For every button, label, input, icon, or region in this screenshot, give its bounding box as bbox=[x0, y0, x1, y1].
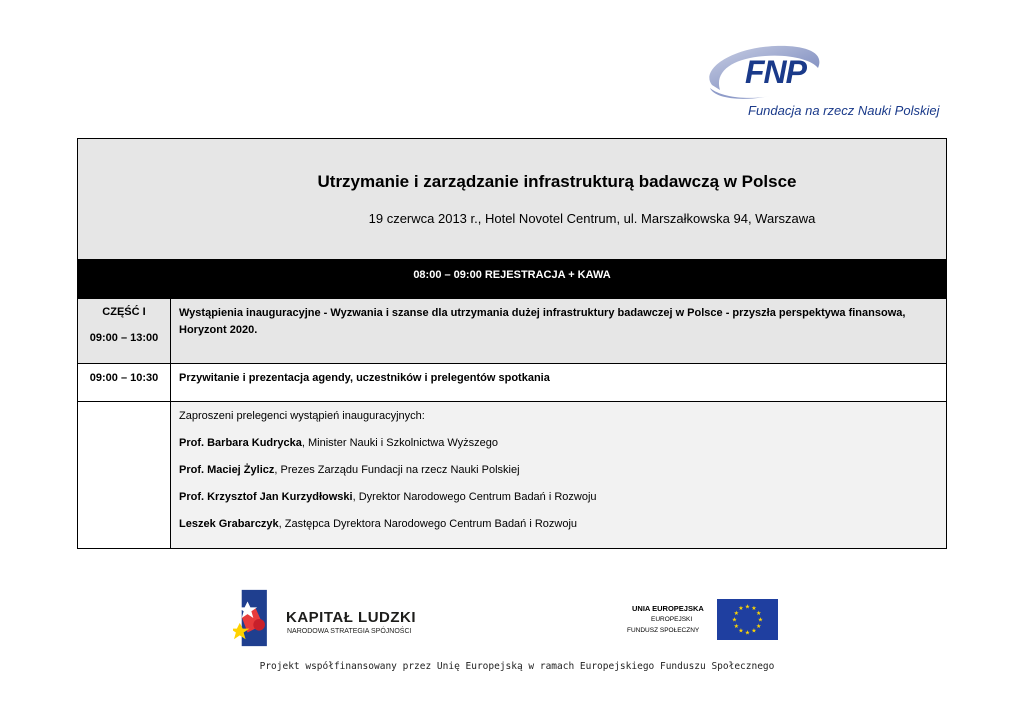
funding-note: Projekt współfinansowany przez Unię Europejską w ramach Europejskiego Funduszu Społecznego bbox=[259, 661, 775, 672]
speakers-intro: Zaproszeni prelegenci wystąpień inauguracyjnych: bbox=[179, 410, 425, 422]
kl-subtitle: NARODOWA STRATEGIA SPÓJNOŚCI bbox=[287, 628, 412, 635]
speaker-role: , Zastępca Dyrektora Narodowego Centrum Badań i Rozwoju bbox=[278, 518, 578, 530]
speaker-name: Prof. Maciej Żylicz bbox=[179, 464, 275, 476]
registration-bar: 08:00 – 09:00 REJESTRACJA + KAWA bbox=[78, 260, 946, 299]
event-header bbox=[78, 139, 946, 260]
welcome-title: Przywitanie i prezentacja agendy, uczestników i prelegentów spotkania bbox=[179, 372, 550, 384]
svg-text:★: ★ bbox=[744, 603, 751, 611]
eu-stars-icon bbox=[717, 599, 778, 640]
eu-line1: UNIA EUROPEJSKA bbox=[632, 604, 704, 613]
svg-text:★: ★ bbox=[731, 616, 738, 624]
part-label: CZĘŚĆ I bbox=[102, 306, 146, 318]
speaker-role: , Prezes Zarządu Fundacji na rzecz Nauki Polskiej bbox=[274, 464, 520, 476]
table-row bbox=[78, 402, 946, 548]
kapital-ludzki-emblem-icon bbox=[233, 588, 293, 648]
svg-text:★: ★ bbox=[751, 627, 757, 635]
event-title: Utrzymanie i zarządzanie infrastrukturą badawczą w Polsce bbox=[317, 172, 797, 191]
eu-line3: FUNDUSZ SPOŁECZNY bbox=[627, 627, 700, 634]
welcome-time: 09:00 – 10:30 bbox=[78, 364, 171, 401]
fnp-subtitle: Fundacja na rzecz Nauki Polskiej bbox=[748, 103, 940, 118]
svg-text:★: ★ bbox=[733, 609, 739, 617]
svg-text:★: ★ bbox=[733, 622, 739, 630]
speaker-role: , Dyrektor Narodowego Centrum Badań i Rozwoju bbox=[352, 491, 597, 503]
svg-text:★: ★ bbox=[738, 627, 744, 635]
speaker-item bbox=[179, 462, 938, 478]
table-row bbox=[78, 299, 946, 364]
speaker-name: Prof. Barbara Kudrycka bbox=[179, 437, 302, 449]
speaker-name: Prof. Krzysztof Jan Kurzydłowski bbox=[179, 491, 353, 503]
svg-text:★: ★ bbox=[756, 609, 762, 617]
table-row bbox=[78, 364, 946, 402]
speaker-role: , Minister Nauki i Szkolnictwa Wyższego bbox=[301, 437, 499, 449]
part-cell bbox=[78, 299, 171, 363]
svg-text:★: ★ bbox=[757, 616, 764, 624]
kl-title: KAPITAŁ LUDZKI bbox=[286, 609, 417, 626]
part-time: 09:00 – 13:00 bbox=[89, 332, 159, 344]
empty-cell bbox=[78, 402, 171, 548]
svg-text:★: ★ bbox=[756, 622, 762, 630]
agenda-table bbox=[77, 138, 947, 549]
svg-text:★: ★ bbox=[738, 605, 744, 613]
svg-text:★: ★ bbox=[744, 629, 751, 637]
speaker-name: Leszek Grabarczyk bbox=[179, 518, 279, 530]
part-description: Wystąpienia inauguracyjne - Wyzwania i szanse dla utrzymania dużej infrastruktury badawczej w Polsce - przyszła perspektywa finansowa, Horyzont 2020. bbox=[179, 307, 906, 336]
speakers-cell bbox=[171, 402, 946, 548]
fnp-brand: FNP bbox=[745, 54, 806, 90]
speaker-item bbox=[179, 435, 938, 451]
speaker-item bbox=[179, 516, 938, 532]
eu-line2: EUROPEJSKI bbox=[651, 616, 693, 623]
event-meta: 19 czerwca 2013 r., Hotel Novotel Centrum, ul. Marszałkowska 94, Warszawa bbox=[368, 211, 816, 226]
svg-text:★: ★ bbox=[751, 605, 757, 613]
eu-flag-icon bbox=[717, 599, 778, 640]
speaker-item bbox=[179, 489, 938, 505]
